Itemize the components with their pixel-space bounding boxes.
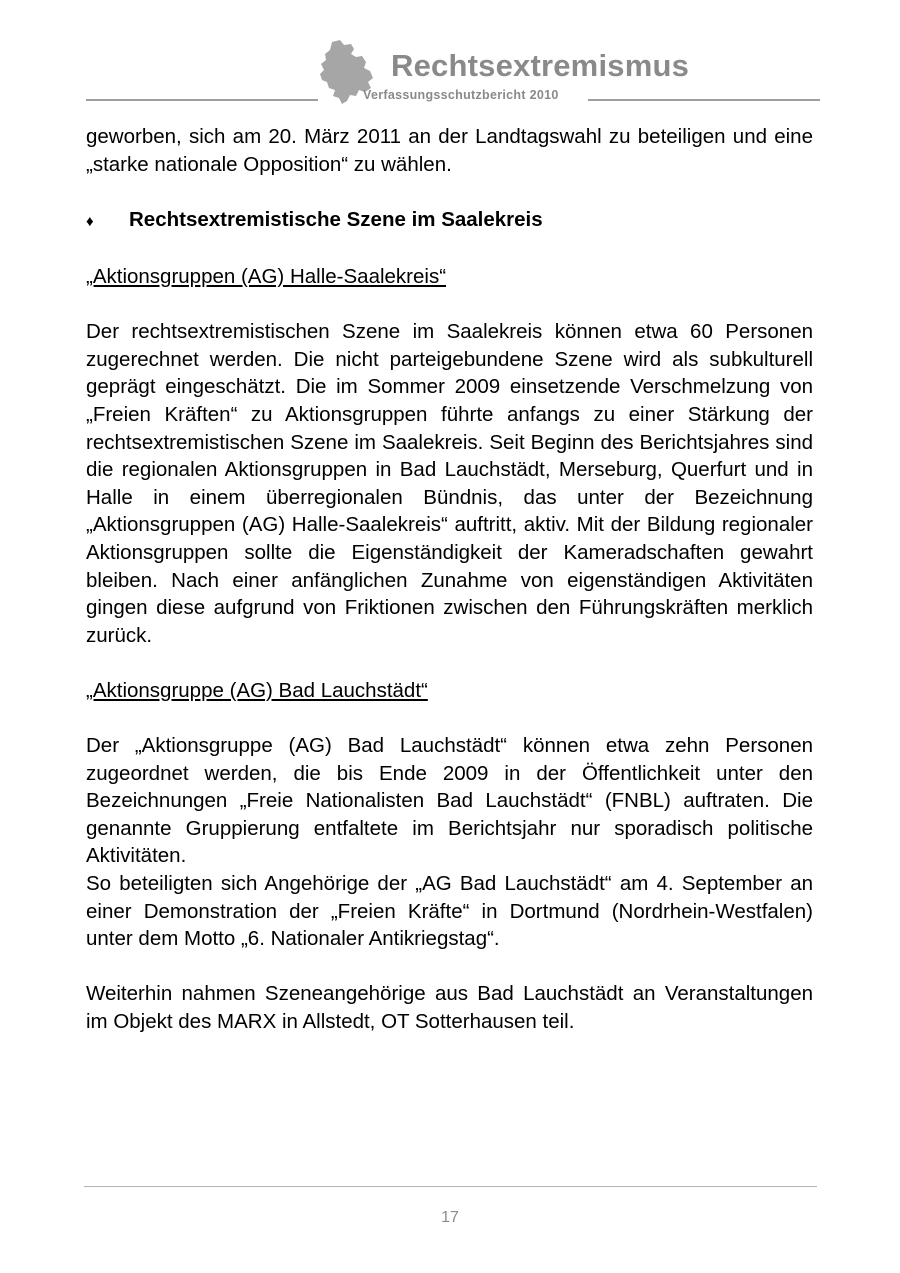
section-heading-text: Rechtsextremistische Szene im Saalekreis xyxy=(129,207,543,231)
spacer xyxy=(86,178,813,206)
subheading-bad-lauchstaedt: „Aktionsgruppe (AG) Bad Lauchstädt“ xyxy=(86,678,428,702)
paragraph-bad-lauchstaedt-2: So beteiligten sich Angehörige der „AG Bad Lauchstädt“ am 4. September an einer Demonstration der „Freien Kräfte“ in Dortmund (Nordrhein-Westfalen) unter dem Motto „6. Nationaler Antikriegstag“. xyxy=(86,872,813,951)
intro-paragraph: geworben, sich am 20. März 2011 an der Landtagswahl zu beteiligen und eine „starke nationale Opposition“ zu wählen. xyxy=(86,125,813,176)
spacer xyxy=(86,235,813,263)
page-number: 17 xyxy=(441,1209,459,1226)
section-heading xyxy=(86,206,813,236)
spacer xyxy=(86,291,813,319)
header-title: Rechtsextremismus xyxy=(391,48,690,83)
page-content xyxy=(86,123,813,1036)
header-rule-right xyxy=(588,99,820,101)
diamond-bullet-icon: ♦ xyxy=(86,212,94,230)
spacer xyxy=(86,953,813,981)
paragraph-bad-lauchstaedt-1: Der „Aktionsgruppe (AG) Bad Lauchstädt“ können etwa zehn Personen zugeordnet werden, die bis Ende 2009 in der Öffentlichkeit unter den Bezeichnungen „Freie Nationalisten Bad Lauchstädt“ (FNBL) auftraten. Die genannte Gruppierung entfaltete im Berichtsjahr nur sporadisch politische Aktivitäten. xyxy=(86,734,813,868)
footer-rule xyxy=(84,1186,817,1187)
header-rule-left xyxy=(86,99,318,101)
paragraph-aktionsgruppen: Der rechtsextremistischen Szene im Saalekreis können etwa 60 Personen zugerechnet werden. Die nicht parteigebundene Szene wird als subkulturell geprägt eingeschätzt. Die im Sommer 2009 einsetzende Verschmelzung von „Freien Kräften“ zu Aktionsgruppen führte anfangs zu einer Stärkung der rechtsextremistischen Szene im Saalekreis. Seit Beginn des Berichtsjahres sind die regionalen Aktionsgruppen in Bad Lauchstädt, Merseburg, Querfurt und in Halle in einem überregionalen Bündnis, das unter der Bezeichnung „Aktionsgruppen (AG) Halle-Saalekreis“ auftritt, aktiv. Mit der Bildung regionaler Aktionsgruppen sollte die Eigenständigkeit der Kameradschaften gewahrt bleiben. Nach einer anfänglichen Zunahme von eigenständigen Aktivitäten gingen diese aufgrund von Friktionen zwischen den Führungskräften merklich zurück. xyxy=(86,320,813,647)
spacer xyxy=(86,649,813,677)
paragraph-bad-lauchstaedt-3: Weiterhin nahmen Szeneangehörige aus Bad Lauchstädt an Veranstaltungen im Objekt des MARX in Allstedt, OT Sotterhausen teil. xyxy=(86,982,813,1033)
page-header xyxy=(0,0,900,110)
subheading-aktionsgruppen: „Aktionsgruppen (AG) Halle-Saalekreis“ xyxy=(86,264,447,288)
header-subtitle: Verfassungsschutzbericht 2010 xyxy=(363,88,559,102)
spacer xyxy=(86,704,813,732)
